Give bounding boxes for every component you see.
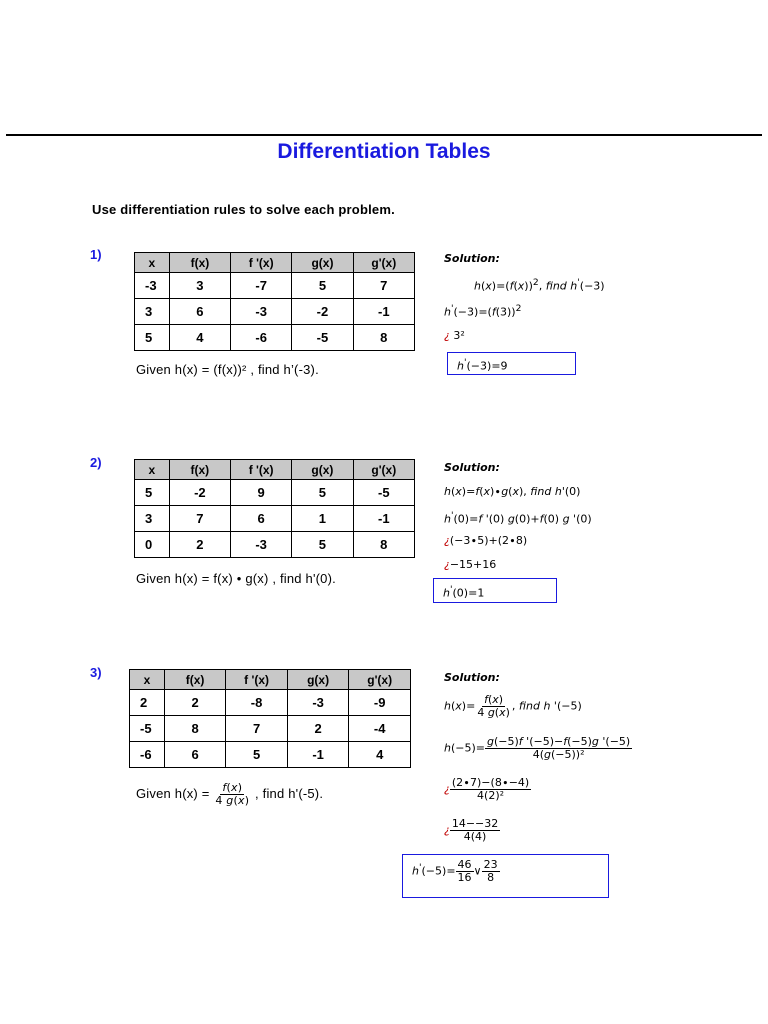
instructions: Use differentiation rules to solve each problem.	[92, 202, 395, 217]
table-row	[135, 506, 415, 532]
solution-step: h(x)=f(x)∙g(x), find h'(0)	[444, 485, 581, 498]
table-header: f(x)	[169, 460, 230, 480]
table-cell: -3	[135, 273, 170, 299]
solution-step: ¿ 3²	[444, 329, 465, 342]
table-header: g'(x)	[353, 460, 414, 480]
table-cell: 5	[292, 273, 353, 299]
problem-number: 1)	[90, 247, 102, 262]
table-header-row	[135, 460, 415, 480]
answer-box: h'(0)=1	[433, 578, 557, 603]
table-cell: 9	[230, 480, 291, 506]
solution-step: ¿−15+16	[444, 558, 497, 571]
answer-numerator: 23	[483, 858, 498, 871]
table-cell: 5	[292, 532, 353, 558]
table-cell: 3	[135, 506, 170, 532]
table-header: g(x)	[292, 253, 353, 273]
problem-3-given	[136, 782, 323, 807]
table-cell: -2	[292, 299, 353, 325]
table-cell: 3	[169, 273, 230, 299]
table-row	[135, 532, 415, 558]
table-cell: 2	[169, 532, 230, 558]
table-header: g(x)	[287, 670, 349, 690]
solution-step: h(−5)= $\frac{g(-5)f '(-5)-f(-5)g '(-5)}{\text{4(g(−5))²}}$	[444, 735, 631, 761]
table-cell: 7	[169, 506, 230, 532]
solution-step: ¿ $\frac{14--32}{4(4)}$	[444, 817, 499, 843]
table-cell: 7	[353, 273, 414, 299]
table-cell: 8	[164, 716, 226, 742]
table-header: f(x)	[169, 253, 230, 273]
table-cell: -3	[287, 690, 349, 716]
table-cell: 6	[164, 742, 226, 768]
table-header: f '(x)	[231, 253, 292, 273]
table-header: g'(x)	[349, 670, 411, 690]
table-cell: -7	[231, 273, 292, 299]
solution-step: h(x)= $\frac{f(x)}{4 g(x)}$ , find h '(−5)	[444, 693, 582, 719]
given-fraction: $\frac{f(x)}{4 g(x)}$	[215, 781, 250, 807]
table-cell: -2	[169, 480, 230, 506]
table-cell: -5	[353, 480, 414, 506]
page-title: Differentiation Tables	[277, 140, 491, 163]
table-cell: -6	[231, 325, 292, 351]
table-cell: -5	[130, 716, 165, 742]
table-cell: 1	[292, 506, 353, 532]
table-cell: 4	[169, 325, 230, 351]
table-cell: -1	[353, 506, 414, 532]
problem-number: 3)	[90, 665, 102, 680]
table-row	[130, 742, 411, 768]
problem-2-table	[134, 459, 415, 558]
table-header: x	[135, 253, 170, 273]
table-cell: -1	[287, 742, 349, 768]
solution-label: Solution:	[444, 252, 500, 265]
table-cell: 6	[230, 506, 291, 532]
problem-1-table	[134, 252, 415, 351]
table-cell: 4	[349, 742, 411, 768]
table-cell: -5	[292, 325, 353, 351]
table-cell: 2	[130, 690, 165, 716]
table-header: f '(x)	[230, 460, 291, 480]
table-row	[130, 690, 411, 716]
answer-value: 9	[500, 359, 508, 373]
table-header-row	[135, 253, 415, 273]
table-cell: -6	[130, 742, 165, 768]
answer-fraction	[482, 859, 500, 884]
top-rule	[6, 134, 762, 136]
table-row	[135, 325, 415, 351]
answer-denominator: 8	[487, 871, 495, 884]
solution-step: $h(x)=(f(x))^2$, find h'(−3)	[474, 277, 605, 293]
problem-number: 2)	[90, 455, 102, 470]
solution-step: h'(0)=f '(0) g(0)+f(0) g '(0)	[444, 510, 592, 526]
table-cell: -3	[230, 532, 291, 558]
table-cell: -8	[226, 690, 287, 716]
table-cell: 2	[164, 690, 226, 716]
table-cell: -4	[349, 716, 411, 742]
table-cell: -1	[353, 299, 414, 325]
problem-1-given: Given h(x) = (f(x))² , find h’(-3).	[136, 362, 319, 377]
table-cell: -9	[349, 690, 411, 716]
table-row	[135, 299, 415, 325]
table-cell: 5	[135, 325, 170, 351]
solution-step: ¿(−3∙5)+(2∙8)	[444, 534, 528, 547]
table-header: x	[130, 670, 165, 690]
table-cell: 2	[287, 716, 349, 742]
table-header: x	[135, 460, 170, 480]
solution-label: Solution:	[444, 671, 500, 684]
table-row	[130, 716, 411, 742]
given-suffix: , find h'(-5).	[255, 785, 324, 801]
table-header-row	[130, 670, 411, 690]
table-header: f '(x)	[226, 670, 287, 690]
solution-step: ¿ $\frac{(2\cdot 7)-(8\cdot-4)}{\text{4(2)²}}$	[444, 776, 530, 802]
table-cell: 3	[135, 299, 170, 325]
table-header: g'(x)	[353, 253, 414, 273]
table-row	[135, 480, 415, 506]
answer-value: 1	[477, 586, 485, 600]
table-header: g(x)	[292, 460, 353, 480]
table-cell: 5	[226, 742, 287, 768]
solution-step: $h'(-3)=(f(3))^2$	[444, 303, 522, 319]
table-header: f(x)	[164, 670, 226, 690]
table-row	[135, 273, 415, 299]
table-cell: -3	[231, 299, 292, 325]
table-cell: 8	[353, 532, 414, 558]
table-cell: 7	[226, 716, 287, 742]
problem-2-given: Given h(x) = f(x) • g(x) , find h'(0).	[136, 571, 336, 586]
table-cell: 6	[169, 299, 230, 325]
solution-label: Solution:	[444, 461, 500, 474]
given-prefix: Given h(x) =	[136, 785, 214, 801]
problem-3-table	[129, 669, 411, 768]
table-cell: 5	[135, 480, 170, 506]
table-cell: 0	[135, 532, 170, 558]
table-cell: 8	[353, 325, 414, 351]
answer-box: h'(−5)= $\frac{46}{16}$ ∨ $\frac{23}{8}$	[402, 854, 609, 898]
table-cell: 5	[292, 480, 353, 506]
answer-box: h'(−3)=9	[447, 352, 576, 375]
